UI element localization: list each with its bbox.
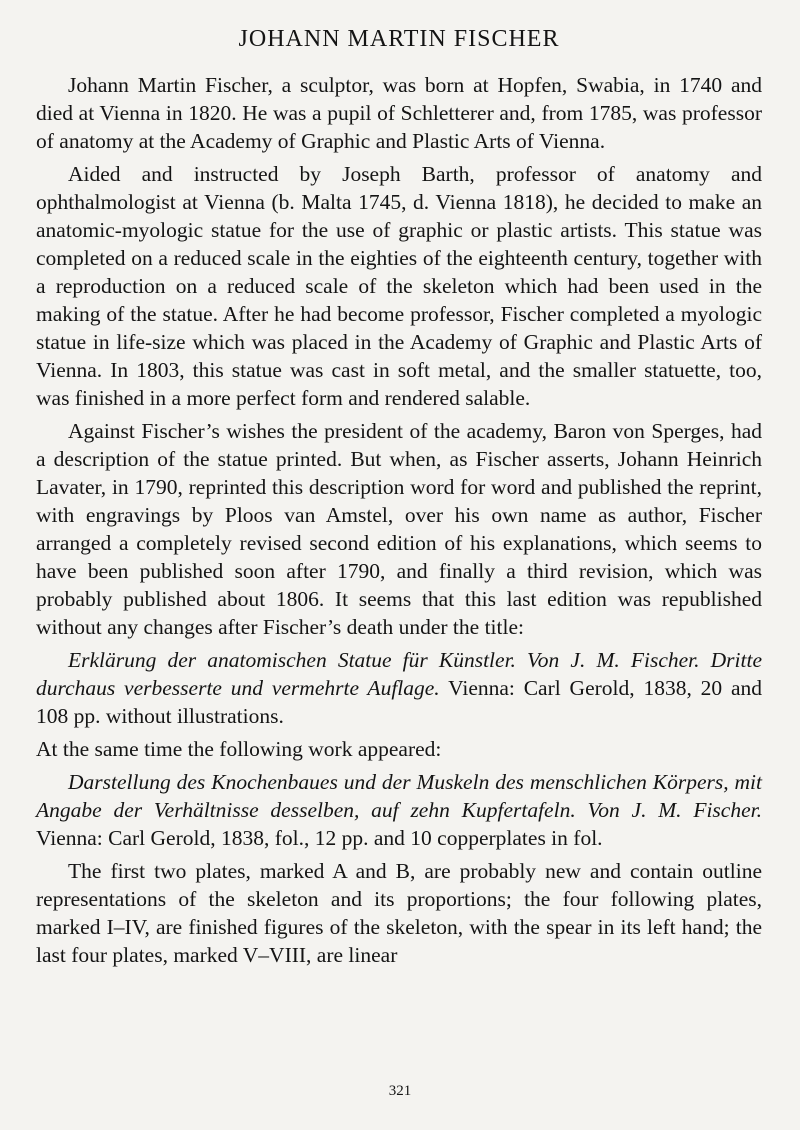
citation-2-title: Darstellung des Knochenbaues und der Muskeln des menschlichen Körpers, mit Angabe der Verhältnisse desselben, auf zehn Kupfertafeln. Von J. M. Fischer. [36, 770, 762, 822]
citation-1 [36, 646, 762, 730]
citation-2 [36, 768, 762, 852]
paragraph-5: The first two plates, marked A and B, are probably new and contain outline representations of the skeleton and its proportions; the four following plates, marked I–IV, are finished figures of the skeleton, with the spear in its left hand; the last four plates, marked V–VIII, are linear [36, 859, 762, 967]
paragraph-1: Johann Martin Fischer, a sculptor, was born at Hopfen, Swabia, in 1740 and died at Vienna in 1820. He was a pupil of Schletterer and, from 1785, was professor of anatomy at the Academy of Graphic and Plastic Arts of Vienna. [36, 73, 762, 153]
paragraph-2: Aided and instructed by Joseph Barth, professor of anatomy and ophthalmologist at Vienna (b. Malta 1745, d. Vienna 1818), he decided to make an anatomic-myologic statue for the use of graphic or plastic artists. This statue was completed on a reduced scale in the eighties of the eighteenth century, together with a reproduction on a reduced scale of the skeleton which had been used in the making of the statue. After he had become professor, Fischer completed a myologic statue in life-size which was placed in the Academy of Graphic and Plastic Arts of Vienna. In 1803, this statue was cast in soft metal, and the smaller statuette, too, was finished in a more perfect form and rendered salable. [36, 162, 762, 410]
page-title: JOHANN MARTIN FISCHER [238, 26, 560, 52]
document-page [36, 26, 762, 974]
paragraph-3: Against Fischer’s wishes the president of the academy, Baron von Sperges, had a description of the statue printed. But when, as Fischer asserts, Johann Heinrich Lavater, in 1790, reprinted this description word for word and published the reprint, with engravings by Ploos van Amstel, over his own name as author, Fischer arranged a completely revised second edition of his explanations, which seems to have been published soon after 1790, and finally a third revision, which was probably published about 1806. It seems that this last edition was republished without any changes after Fischer’s death under the title: [36, 419, 762, 639]
paragraph-4: At the same time the following work appeared: [36, 737, 442, 761]
page-number: 321 [388, 1083, 412, 1099]
citation-2-details: Vienna: Carl Gerold, 1838, fol., 12 pp. and 10 copperplates in fol. [36, 826, 603, 850]
citation-1-details: Vienna: Carl Gerold, 1838, 20 and 108 pp. without illustrations. [36, 676, 762, 728]
citation-1-title: Erklärung der anatomischen Statue für Künstler. Von J. M. Fischer. Dritte durchaus verbesserte und vermehrte Auflage. [36, 648, 762, 700]
